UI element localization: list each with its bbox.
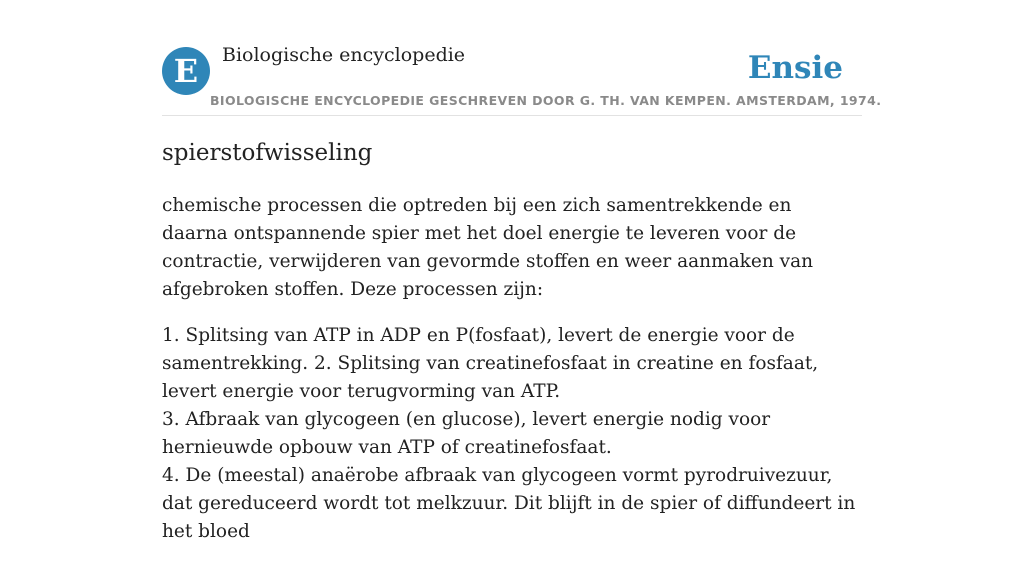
step-3: 3. Afbraak van glycogeen (en glucose), levert energie nodig voor hernieuwde opbouw van ATP of creatinefosfaat. <box>162 409 771 458</box>
source-title[interactable]: Biologische encyclopedie <box>222 44 466 66</box>
header-divider <box>162 115 862 116</box>
step-1-2: 1. Splitsing van ATP in ADP en P(fosfaat), levert de energie voor de samentrekking. 2. Splitsing van creatinefosfaat in creatine en fosfaat, levert energie voor terugvorming van ATP. <box>162 325 819 402</box>
entry-intro: chemische processen die optreden bij een zich samentrekkende en daarna ontspannende spier met het doel energie te leveren voor de contractie, verwijderen van gevormde stoffen en weer aanmaken van afgebroken stoffen. Deze processen zijn: <box>162 195 814 300</box>
source-description: BIOLOGISCHE ENCYCLOPEDIE GESCHREVEN DOOR G. TH. VAN KEMPEN. AMSTERDAM, 1974. <box>210 93 882 108</box>
entry-steps <box>162 322 862 546</box>
brand-logo[interactable]: Ensie <box>747 50 843 86</box>
ensie-logo-icon[interactable]: E <box>162 47 210 95</box>
entry-title: spierstofwisseling <box>162 140 373 166</box>
step-4: 4. De (meestal) anaërobe afbraak van glycogeen vormt pyrodruivezuur, dat gereduceerd wordt tot melkzuur. Dit blijft in de spier of diffundeert in het bloed <box>162 465 856 542</box>
entry-body <box>162 192 862 564</box>
